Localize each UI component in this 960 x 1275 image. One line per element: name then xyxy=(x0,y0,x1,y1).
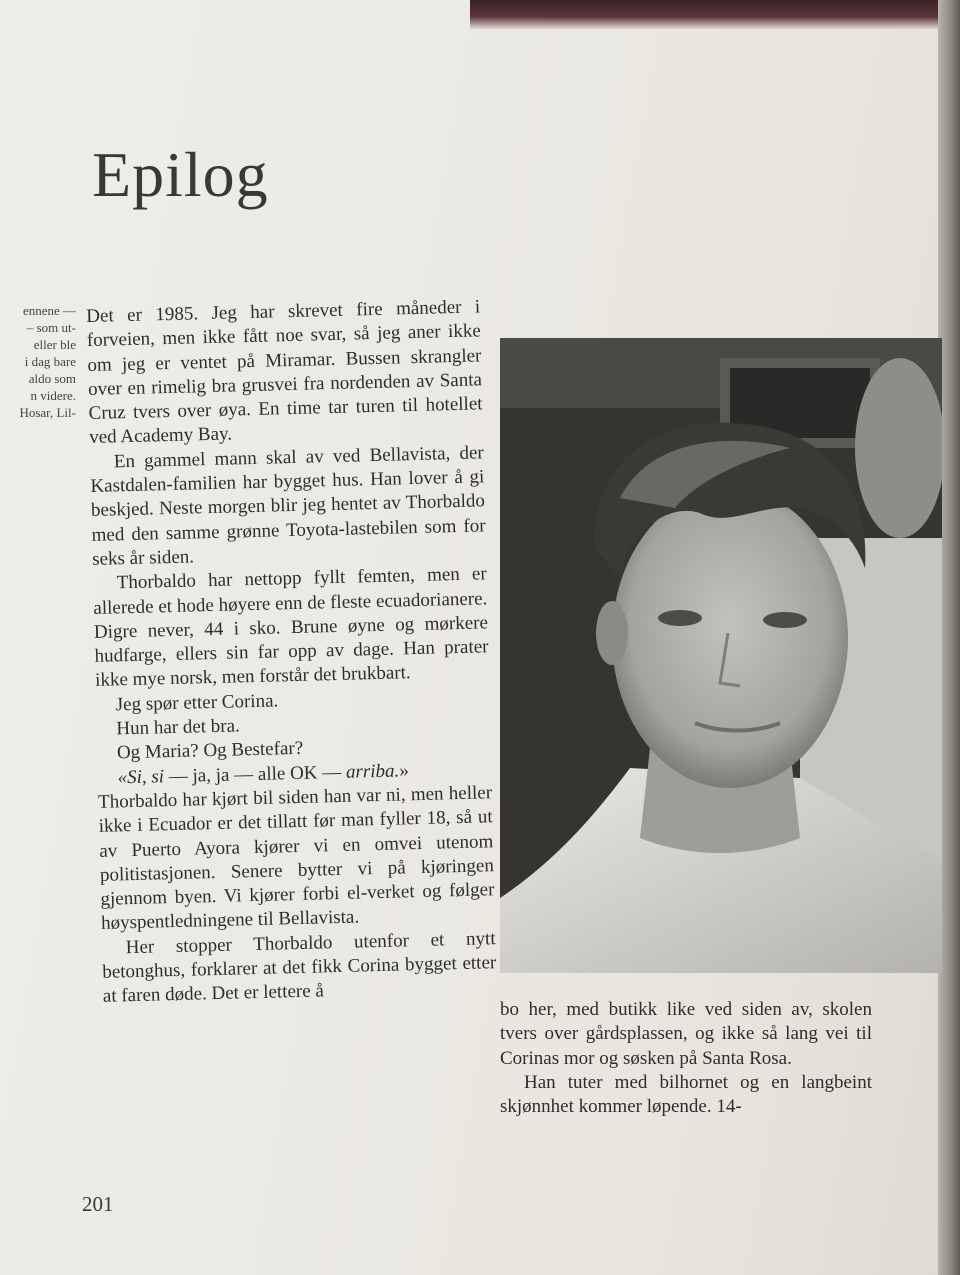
margin-line: ennene — xyxy=(22,303,76,318)
paragraph: Thorbaldo har kjørt bil siden han var ni, men heller ikke i Ecuador er det tillatt før man fyller 18, så ut av Puerto Ayora kjører vi en omvei utenom politistasjonen. Senere bytter vi på kjøringen gjennom byen. Vi kjører forbi el-verket og følger høyspentledningene til Bellavista. xyxy=(97,782,495,935)
paragraph: Her stopper Thorbaldo utenfor et nytt betonghus, forklarer at det fikk Corina bygget etter at faren døde. Det er lettere å xyxy=(102,927,497,1008)
paragraph: Thorbaldo har nettopp fyllt femten, men er allerede et hode høyere enn de fleste ecuadorianere. Digre never, 44 i sko. Brune øyne og mørkere hudfarge, ellers sin far opp av dage. Han prater ikke mye norsk, men forstår det brukbart. xyxy=(93,563,489,692)
margin-line: aldo som xyxy=(28,371,76,386)
dialogue-line: Jeg spør etter Corina. xyxy=(115,690,279,716)
margin-line: i dag bare xyxy=(24,354,76,369)
paragraph: Han tuter med bilhornet og en langbeint skjønnhet kommer løpende. 14- xyxy=(500,1071,872,1118)
left-text-column xyxy=(86,295,497,1009)
right-text-column xyxy=(500,998,872,1119)
chapter-title: Epilog xyxy=(92,139,269,210)
book-cover-edge xyxy=(470,0,960,30)
previous-page-margin-text xyxy=(0,302,76,421)
paragraph: bo her, med butikk like ved siden av, skolen tvers over gårdsplassen, og ikke så lang vei til Corinas mor og søsken på Santa Rosa. xyxy=(500,999,872,1069)
dialogue-spanish-close: arriba. xyxy=(345,760,400,783)
margin-line: eller ble xyxy=(33,337,76,352)
margin-line: Hosar, Lil- xyxy=(19,405,76,420)
margin-line: n videre. xyxy=(30,388,76,403)
paragraph: En gammel mann skal av ved Bellavista, der Kastdalen-familien har bygget hus. Han lover å gi beskjed. Neste morgen blir jeg hentet av Thorbaldo med den samme grønne Toyota-lastebilen som for seks år siden. xyxy=(90,442,486,570)
margin-line: – som ut- xyxy=(26,320,76,335)
page-number: 201 xyxy=(82,1192,114,1216)
dialogue-line: Og Maria? Og Bestefar? xyxy=(116,738,304,764)
dialogue-quote-end: » xyxy=(399,759,410,782)
paragraph: Det er 1985. Jeg har skrevet fire måneder i forveien, men ikke fått noe svar, så jeg aner ikke om jeg er ventet på Miramar. Bussen skrangler over en rimelig bra grusvei fra nordenden av Santa Cruz tvers over øya. En time tar turen til hotellet ved Academy Bay. xyxy=(86,296,483,449)
portrait-photo-drawing xyxy=(500,338,942,973)
dialogue-spanish-open: «Si, si xyxy=(117,765,165,789)
dialogue-line: Hun har det bra. xyxy=(116,715,241,740)
dialogue-norwegian: — ja, ja — alle OK — xyxy=(163,761,347,787)
portrait-photo xyxy=(500,338,942,973)
